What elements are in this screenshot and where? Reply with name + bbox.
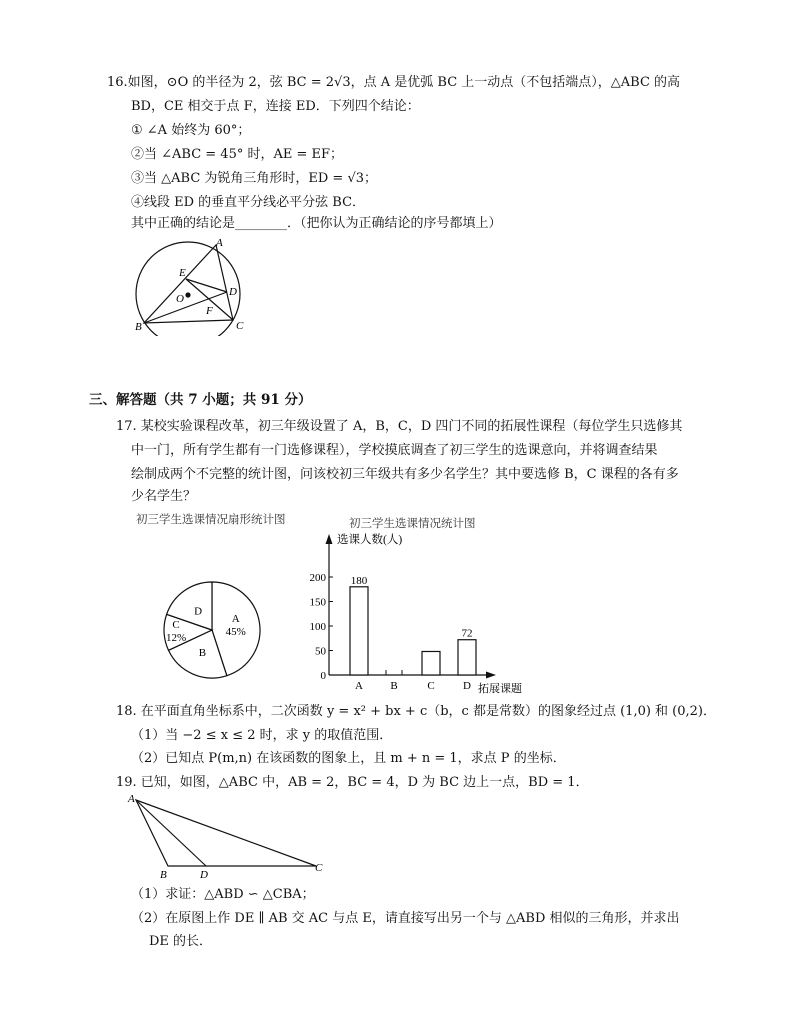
q18-part-2: （2）已知点 P(m,n) 在该函数的图象上，且 m + n = 1，求点 P 的坐标．: [131, 751, 566, 766]
q16-label-F: F: [206, 305, 213, 317]
q16-label-B: B: [135, 321, 142, 333]
q19-part-1: （1）求证：△ABD ∽ △CBA；: [131, 887, 315, 902]
pie-label-A: A: [231, 613, 240, 626]
q16-answer-blank-line: 其中正确的结论是________．（把你认为正确结论的序号都填上）: [131, 216, 502, 231]
pie-chart: [160, 578, 270, 688]
x-tick-C: C: [427, 680, 435, 692]
q17-stem-line2: 中一门，所有学生都有一门选修课程），学校摸底调查了初三学生的选课意向，并将调查结果: [131, 443, 658, 458]
bar-chart-title: 初三学生选课情况统计图: [349, 516, 476, 530]
q16-label-E: E: [179, 267, 186, 279]
bar-C: [422, 651, 440, 675]
q19-label-D: D: [200, 869, 208, 880]
q16-label-A: A: [216, 237, 223, 249]
q16-conclusion-4: ④线段 ED 的垂直平分线必平分弦 BC．: [131, 195, 366, 210]
q18-part-1: （1）当 −2 ≤ x ≤ 2 时，求 y 的取值范围．: [131, 728, 393, 743]
q19-part-2-line1: （2）在原图上作 DE ∥ AB 交 AC 与点 E，请直接写出另一个与 △ABD 相似的三角形，并求出: [131, 911, 680, 926]
q17-stem-line3: 绘制成两个不完整的统计图，问该校初三年级共有多少名学生？其中要选修 B，C 课程的各有多: [131, 467, 679, 482]
x-tick-B: B: [390, 680, 398, 692]
y-axis-label: 选课人数(人): [337, 534, 403, 546]
y-tick-100: 100: [309, 621, 326, 633]
q16-conclusion-2: ②当 ∠ABC = 45° 时，AE = EF；: [131, 147, 344, 162]
y-tick-0: 0: [320, 670, 326, 682]
bar-data-label-D: 72: [461, 627, 473, 640]
q17-stem-line4: 少名学生？: [131, 489, 197, 504]
bar-data-label-A: 180: [350, 574, 368, 587]
x-axis-arrow: [486, 672, 496, 679]
q19-triangle-figure: [126, 790, 336, 880]
q16-label-O: O: [176, 293, 184, 305]
q19-label-C: C: [315, 862, 323, 874]
bar-chart: [300, 530, 540, 700]
bar-A: [350, 587, 368, 675]
x-tick-D: D: [463, 680, 471, 692]
q19-stem: 19. 已知，如图，△ABC 中，AB = 2，BC = 4，D 为 BC 边上一点，BD = 1．: [116, 775, 589, 790]
q16-stem-line2: BD，CE 相交于点 F，连接 ED．下列四个结论：: [131, 99, 420, 114]
q17-stem-line1: 17. 某校实验课程改革，初三年级设置了 A，B，C，D 四门不同的拓展性课程（每位学生只选修其: [116, 419, 683, 434]
pie-chart-title: 初三学生选课情况扇形统计图: [136, 512, 286, 526]
pie-label-C: C: [172, 618, 180, 631]
y-tick-150: 150: [309, 596, 326, 609]
bar-D: [458, 640, 476, 675]
y-tick-50: 50: [315, 645, 326, 658]
pie-percent-C: 12%: [165, 631, 187, 644]
q16-conclusion-1: ① ∠A 始终为 60°；: [131, 123, 251, 138]
x-tick-A: A: [355, 680, 363, 692]
y-tick-200: 200: [309, 572, 326, 584]
section-heading: 三、解答题（共 7 小题；共 91 分）: [89, 392, 312, 408]
pie-percent-A: 45%: [225, 626, 246, 639]
q16-stem-line1: 16.如图，⊙O 的半径为 2，弦 BC = 2√3，点 A 是优弧 BC 上一动点（不包括端点），△ABC 的高: [107, 75, 681, 90]
q16-conclusion-3: ③当 △ABC 为锐角三角形时，ED = √3；: [131, 171, 378, 186]
q16-circle-figure: [128, 234, 258, 336]
q18-stem: 18. 在平面直角坐标系中，二次函数 y = x² + bx + c（b，c 都是常数）的图象经过点 (1,0) 和 (0,2)．: [116, 704, 716, 719]
q19-label-B: B: [160, 869, 167, 880]
q19-part-2-line2: DE 的长．: [149, 934, 213, 949]
q16-label-D: D: [229, 286, 237, 298]
y-axis-arrow: [326, 534, 333, 544]
pie-label-B: B: [198, 647, 207, 660]
pie-label-D: D: [194, 605, 203, 618]
x-axis-label: 拓展课题: [478, 683, 522, 695]
q19-label-A: A: [128, 793, 135, 805]
q16-label-C: C: [236, 320, 244, 332]
